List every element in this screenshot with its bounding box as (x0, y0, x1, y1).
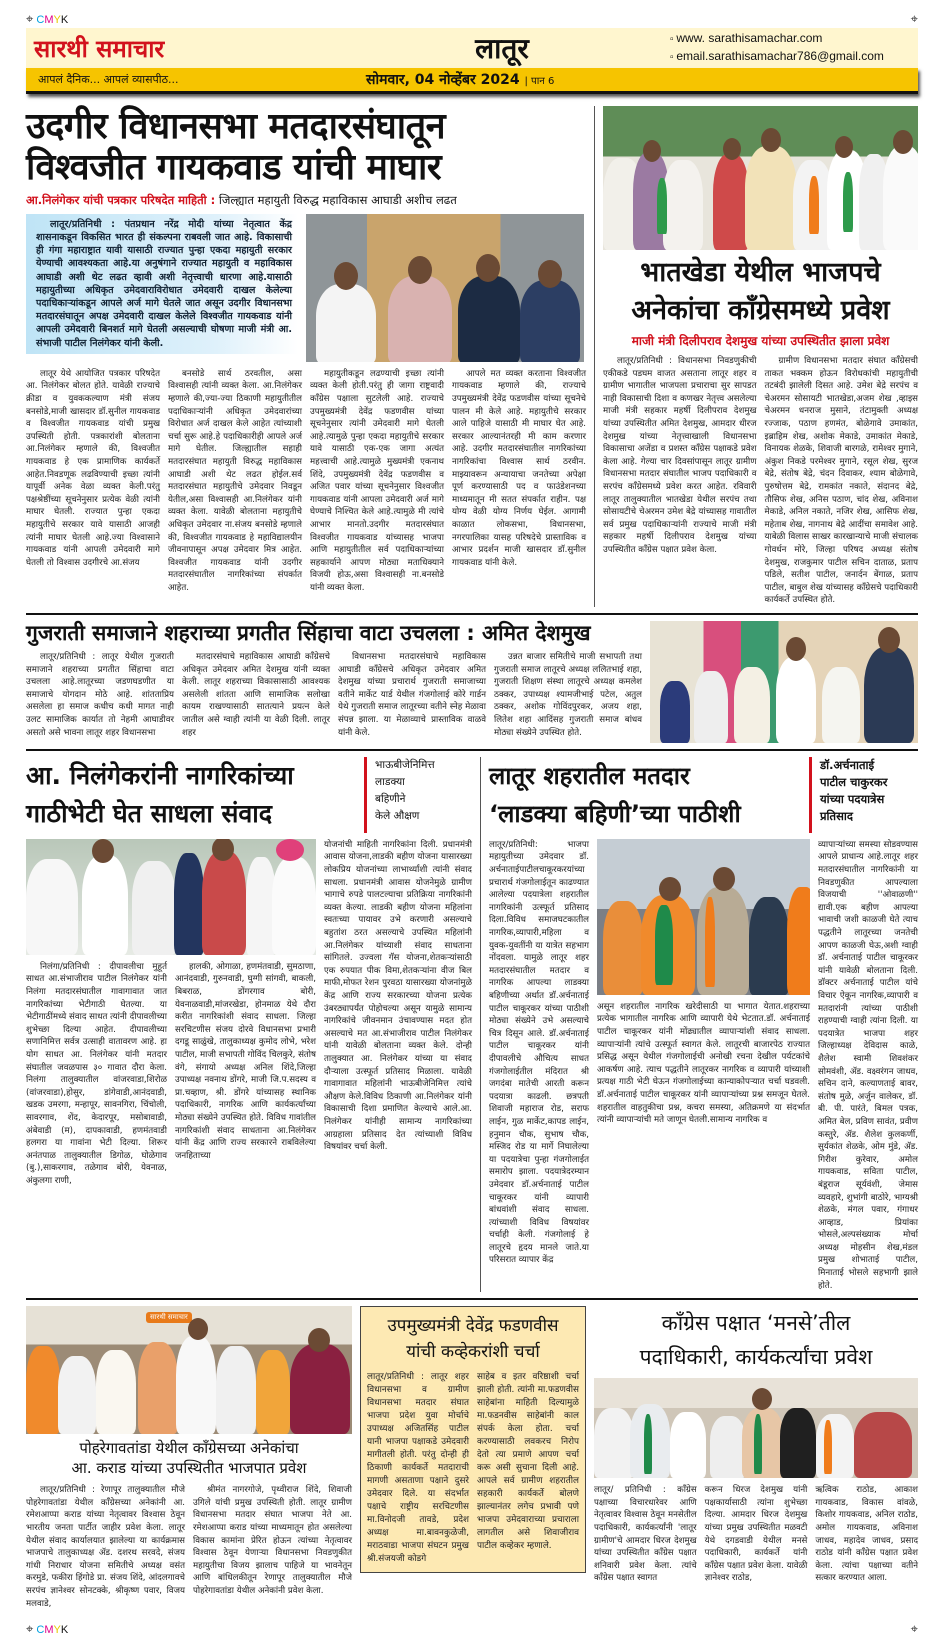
story6-headline: पोहरेगावतांडा येथील काँग्रेसच्या अनेकांचा आ. कराड यांच्या उपस्थितीत भाजपात प्रवेश (71, 1439, 307, 1478)
print-marks-top (26, 10, 918, 28)
story3-headline: गुजराती समाजाने शहराच्या प्रगतीत सिंहाचा वाटा उचलला : अमित देशमुख (26, 620, 591, 645)
story4-columns (26, 961, 316, 1188)
story1 (26, 106, 586, 594)
story2-column-1: लातूर/प्रतिनिधी : विधानसभा निवडणुकीची एकीकडे पडघम वाजत असताना लातूर शहर व ग्रामीण भागातील भाजपला प्रचाराचा सुर सापडत नाही विकासाची दिशा व कणखर नेतृत्त्व असलेल्या माजी मंत्री सहकार महर्षी दिलीपराव देशमुख यांच्या उपस्थितीत अमित देशमुख, आमदार धीरज देशमुख यांच्या नेतृत्त्वाखाली विधानसभा विकासाचा अजेंडा व प्रशस्त काँग्रेस पक्षाकडे प्रवेश केला आहे. गेल्या चार दिवसांपासून लातूर ग्रामीण विधानसभा मतदार संघातील भाजप पदाधिकारी व सरपंच काँग्रेसमध्ये प्रवेश करत आहेत. रविवारी लातूर तालुक्यातील भातखेडा येथील सरपंच तथा सोसायटीचे चेअरमन उमेश बेद्रे यांच्यासह गावातील सर्व प्रमुख पदाधिकाऱ्यांनी राज्याचे माजी मंत्री सहकार महर्षी दिलीपराव देशमुख यांच्या उपस्थितीत काँग्रेस पक्षात प्रवेश केला. (603, 356, 757, 555)
story4-photo-meeting (26, 839, 316, 955)
story8-headline: काँग्रेस पक्षात ‘मनसे’तील पदाधिकारी, कार्यकर्त्यांचा प्रवेश (639, 1311, 873, 1370)
email-link[interactable]: ▫ email.sarathisamachar786@gmail.com (670, 48, 910, 66)
story1-column-3: महायुतीकडून लढण्याची इच्छा त्यांनी व्यक्त केली होती.परंतु ही जागा राष्ट्रवादी काँग्रेस पक्षाला सुटलेली आहे. राज्याचे उपमुख्यमंत्री देवेंद्र फडणवीस यांच्या सूचनेनुसार त्यांनी उमेदवारी मागे घेतली आहे.त्यामुळे पुन्हा एकदा महायुतीचे सरकार यावे यासाठी एक-एक जागा अत्यंत महत्त्वाची आहे.त्यामुळे मुख्यमंत्री एकनाथ शिंदे, उपमुख्यमंत्री देवेंद्र फडणवीस व अजित पवार यांच्या सूचनेनुसार विश्वजीत गायकवाड यांनी आपला उमेदवारी अर्ज मागे घेण्याचे निश्चित केले आहे.त्यामुळे मी त्यांचे आभार मानतो.उदगीर मतदारसंघात विश्वजीत गायकवाड यांच्यासह भाजपा आणि महायुतीतील सर्व पदाधिकाऱ्यांच्या सहकार्याने आपण मोठ्या मताधिक्याने विजयी होऊ,असा विश्वासही ना.बनसोडे यांनी व्यक्त केला. (310, 368, 444, 593)
masthead-date-bar (26, 68, 918, 94)
story3-column-2: मतदारसंघाचे महाविकास आघाडी काँग्रेसचे अधिकृत उमेदवार अमित देशमुख यांनी व्यक्त केली. लातूर शहराच्या विकासासाठी आवश्यक असलेली शांतता आणि सामाजिक सलोखा कायम राखण्यासाठी सातत्याने प्रयत्न केले जातील असे ग्वाही त्यांनी या वेळी दिली. लातूर शहर (182, 652, 330, 738)
page-number: | पान 6 (524, 76, 555, 87)
story6-column-1: लातूर/प्रतिनिधी : रेणापूर तालुक्यातील मौजे पोहरेगावतांडा येथील काँग्रेसच्या अनेकांनी आ. रमेशआप्पा कराड यांच्या नेतृत्वावर विश्वास ठेवून भारतीय जनता पार्टीत जाहीर प्रवेश केला. लातूर येथील संवाद कार्यालयात झालेल्या या कार्यक्रमास भाजपाचे तालुकाध्यक्ष ॲड. दशरथ सरवदे, संजय गांधी निराधार योजना समितीचे अध्यक्ष वसंत करमुडे, फकीरा हिंगोडे प्रा. संजय शिंदे, आंदलगावचे सरपंच ज्ञानेश्वर सोनटक्के, श्रीकृष्ण पवार, विजय मलवाडे, (26, 1485, 185, 1609)
issue-date: सोमवार, 04 नोव्हेंबर 2024 (366, 72, 520, 88)
section-divider (26, 749, 918, 751)
story4-sidebar: भाऊबीजेनिमित्त लाडक्या बहिणीने केले औक्षण (375, 758, 435, 822)
story5-headline: लातूर शहरातील मतदार ‘लाडक्या बहिणी’च्या पाठीशी (489, 761, 741, 828)
story4-headline: आ. निलंगेकरांनी नागरिकांच्या गाठीभेटी घेत साधला संवाद (26, 760, 294, 828)
story6-column-2: श्रीमंत नागरगोजे, पृथ्वीराज शिंदे, शिवाजी उगिले यांची प्रमुख उपस्थिती होती. लातूर ग्रामीण विधानसभा मतदार संघात भाजपा नेते आ. रमेशआप्पा कराड यांच्या माध्यमातून होत असलेल्या विकास कामांना प्रेरित होऊन त्यांच्या नेतृत्वावर विश्वास ठेवून येणाऱ्या विधानसभा निवडणुकीत महायुतीचा विजय झालाच पाहिजे या भावनेतून आणि बांधिलकीतून रेणापूर तालुक्यातील मौजे पोहरेगावतांडा येथील अनेकांनी प्रवेश केला. (193, 1485, 352, 1596)
edition-city: लातूर (475, 32, 529, 65)
story4-column-2: हालकी, ओगाळा, हणमंतवाडी, सुमठाणा, आनंदवाडी, गुरुनवाडी, घुग्गी सांगवी, बाकली, बिबराळ, डोंगरगाव बोरी, येवनाळवाडी,मांजरखेडा, होनमाळ येथे दौरा करीत नागरिकांशी संवाद साधला. जिल्हा सरचिटणीस संजय दोरवे विधानसभा प्रभारी दगडू साळुंखे, तालुकाध्यक्ष कुमोद लोभे, भरेश पाटील, माजी सभापती गोविंद चिलकुरे, संतोष वंगे, संगायो अध्यक्ष अनिल शिंदे,जिल्हा उपाध्यक्ष नवनाथ डोंगरे, माजी जि.प.सदस्य व प्रा.चव्हाण, श्री. डोंगरे यांच्यासह स्थानिक पदाधिकारी, नागरिक आणि कार्यकर्त्यांच्या मोठ्या संख्येने उपस्थित होते. विविध गावांतील नागरिकांशी संवाद साधताना आ.निलंगेकर यांनी केंद्र आणि राज्य सरकारने राबविलेल्या जनहिताच्या (175, 961, 316, 1161)
story1-columns (26, 368, 586, 595)
story2 (603, 106, 918, 607)
column-divider (594, 106, 595, 607)
cmyk-mark-top: ⌖ CMYK (26, 11, 69, 26)
crosshair-icon: ⌖ (910, 1621, 918, 1637)
story2-subhead: माजी मंत्री दिलीपराव देशमुख यांच्या उपस्थितीत झाला प्रवेश (631, 334, 890, 348)
top-section (26, 106, 918, 607)
story8 (594, 1306, 918, 1585)
middle-section (26, 757, 918, 1292)
story3-column-1: लातूर/प्रतिनिधी : लातूर येथील गुजराती समाजाने शहराच्या प्रगतीत सिंहाचा वाटा उचलला आहे.लातूरच्या जडणघडणीत या समाजाचे योगदान मोठे आहे. शांतताप्रिय असलेला हा समाज कधीच कधी मागत नाही उलट सामाजिक कार्यात तो नेहमी आघाडीवर असतो असे भावना लातूर शहर विधानसभा (26, 652, 174, 738)
story8-column-2: करून धिरज देशमुख यांनी पक्षकार्यासाठी त्यांना शुभेच्छा दिल्या. आमदार धिरज देशमुख यांच्या प्रमुख उपस्थितीत मळवटी येथे दगडवाडी येथील मनसे पदाधिकारी, कार्यकर्ते यांनी काँग्रेस पक्षात प्रवेश केला. यावेळी ज्ञानेश्वर राठोड, (704, 1485, 808, 1584)
story1-headline: उदगीर विधानसभा मतदारसंघातून विश्वजीत गायकवाड यांची माघार (26, 106, 446, 189)
story5-header (489, 757, 918, 833)
cmyk-mark-bottom: ⌖ CMYK (26, 1621, 69, 1637)
story2-columns (603, 355, 918, 607)
print-marks-bottom (26, 1620, 918, 1638)
column-divider (480, 757, 481, 1292)
story1-column-4: आपले मत व्यक्त करताना विश्वजीत गायकवाड म्हणाले की, राज्याचे उपमुख्यमंत्री देवेंद्र फडणवीस यांच्या सूचनेचे पालन मी केले आहे. महायुतीचे सरकार आले पाहिजे यासाठी मी माघार घेत आहे. सरकार आल्यानंतरही मी काम करणार आहे. उदगीर मतदारसंघातील नागरिकांच्या नागरिकांचा विश्वास सार्थ ठरवीन. माझ्यावरून अन्यायाचा जनतेच्या अपेक्षा पूर्ण करण्यासाठी पद व फाउंडेशनच्या माध्यमातून मी सतत संपर्कात राहीन. पक्ष योग्य वेळी योग्य निर्णय घेईल. आगामी काळात लोकसभा, विधानसभा, नगरपालिका यासह परिषदेचे प्रास्ताविक व आभार प्रदर्शन माजी खासदार डॉ.सुनील गायकवाड यांनी केले. (452, 368, 586, 568)
story7-columns (367, 1371, 579, 1566)
story4-main (26, 839, 316, 1188)
story3-column-3: विधानसभा मतदारसंघाचे महाविकास आघाडी काँग्रेसचे अधिकृत उमेदवार अमित देशमुख यांच्या प्रचारार्थ गुजराती समाजाच्या वतीने मार्केट यार्ड येथील गंजगोलाई कोरे गार्डन येथे गुजराती समाज लातूरच्या वतीने स्नेह मेळावा संपन्न झाला. या मेळाव्याचे प्रास्ताविक वाळवे यांनी केले. (338, 652, 486, 738)
story8-photo-group (594, 1378, 918, 1478)
story2-photo-group (603, 106, 918, 250)
photo-badge: सारथी समाचार (146, 1312, 192, 1323)
story1-lead-row (26, 214, 586, 362)
story5-sidebar: डॉ.अर्चनाताई पाटील चाकुरकर यांच्या पदयात्रेस प्रतिसाद (820, 757, 888, 823)
bottom-section (26, 1306, 918, 1610)
story2-headline: भातखेडा येथील भाजपचे अनेकांचा काँग्रेसमध्ये प्रवेश (631, 257, 890, 326)
story7-column-left: लातूर/प्रतिनिधी : लातूर शहर विधानसभा व ग्रामीण विधानसभा मतदार संघात भाजपा प्रदेश युवा मोर्चाचे उपाध्यक्ष अजितसिंह पाटील यानी भाजपा पक्षाकडे उमेदवारी मागीतली होती. परंतु दोन्ही ही ठिकाणी कार्यकर्ते मतदाराची मागणी असताणा पक्षाने दुसरे उमेदवार दिले. या संदर्भात पक्षाचे राष्ट्रीय सरचिटणीस मा.विनोदजी तावडे, प्रदेश अध्यक्ष मा.बावनकुळेजी, मराठवाडा भाजपा संघटन प्रमुख श्री.संजयजी कोडगे (367, 1372, 469, 1565)
story8-columns (594, 1484, 918, 1585)
story5-column-right: व्यापाऱ्यांच्या समस्या सोडवण्यास आपले प्राधान्य आहे.लातूर शहर मतदारसंघातील नागरिकांनी या निवडणुकीत आपल्याला विजयाची ''ओवाळणी'' द्यावी.एक बहीण आपल्या भावाची जशी काळजी घेते त्याच पद्धतीने लातूरच्या जनतेची आपण काळजी घेऊ,अशी ग्वाही डॉ. अर्चनाताई पाटील चाकूरकर यांनी यावेळी बोलताना दिली. डॉक्टर अर्चनाताई पाटील यांचे विचार ऐकून नागरिक,व्यापारी व मतदारांनी त्यांच्या पाठीशी राहण्याची ग्वाही त्यांना दिली. या पदयात्रेत भाजपा शहर जिल्हाध्यक्ष देविदास काळे, शैलेश स्वामी शिवशंकर सोमवंशी, ॲड. वक्ष्वरंगन जाधव, सचिन दाने, कल्याणताई बावर, संतोष मुळे, अर्जुन वालेकर, डॉ. बी. पी. पारंते, बिमल पत्रक, अमित बेल, प्रविण सावंत, प्रवीण कस्तुरे, ॲड. शैलेश कुलकर्णी, सुर्यकांत शेळके, ओम मुंडे, ॲड. गिरीश कुरेवार, अमोल गायकवाड, सविता पाटील, बंडूराज सूर्यवंशी, जेमास व्यवहारे, शुभांगी बाठोरे, भाग्यश्री शेळके, मंगल पवार, गंगाधर आव्हाड, प्रियांका भोसले,अल्पसंख्याक मोर्चा अध्यक्ष मोहसीन शेख,मंडल प्रमुख शोभाताई पाटील, मिनाताई भोसले सहभागी झाले होते. (818, 839, 918, 1291)
section-divider (26, 613, 918, 615)
website-link[interactable]: ▫ www. sarathisamachar.com (670, 30, 910, 48)
story6-photo-group (26, 1306, 352, 1434)
story5-body (489, 839, 918, 1292)
story5-photo-padyatra (597, 839, 810, 995)
dateline (366, 70, 554, 89)
brand-logo: सारथी समाचार (34, 33, 165, 63)
story8-column-1: लातूर/ प्रतिनिधी : काँग्रेस पक्षाच्या विचारधारेवर आणि नेतृत्वावर विश्वास ठेवून मनसेतील पदाधिकारी, कार्यकर्त्यांनी 'लातूर ग्रामीण'चे आमदार धिरज देशमुख यांच्या उपस्थितीत काँग्रेस पक्षात शनिवारी प्रवेश केला. त्यांचे काँग्रेस पक्षात स्वागत (594, 1485, 697, 1584)
story7-headline: उपमुख्यमंत्री देवेंद्र फडणवीस यांची कव्हेकरांशी चर्चा (387, 1316, 559, 1363)
story3-photo-felicitation (650, 621, 918, 743)
masthead (26, 28, 918, 68)
story3-text (26, 621, 642, 739)
story3-columns (26, 651, 642, 739)
story8-column-3: ऋत्विक राठोड, आकाश गायकवाड, विकास वांवळे, किशोर गायकवाड, अनिल राठोड, अमोल गायकवाड, अविनाश जाधव, महादेव जाधव, प्रसाद राठोड यांनी काँग्रेस पक्षात प्रवेश केला. त्यांचा पक्षाच्या वतीने सत्कार करण्यात आला. (815, 1485, 919, 1584)
tagline: आपलं दैनिक... आपलं व्यासपीठ... (38, 73, 179, 86)
story1-photo-press-conference (306, 214, 584, 362)
crosshair-icon: ⌖ (910, 11, 918, 26)
story7-column-right: साहेब व इतर वरिष्ठाशी चर्चा झाली होती. त्यांनी मा.फडणवीस साहेबांना माहिती दिल्यामुळे मा.फडनवीस साहेबांनी काल संपर्क केला होता. चर्चा करण्यासाठी लवकरच निरोप देतो त्या प्रमाणे आपण चर्चा करू असी सुचाना दिली आहे. आपले सर्व ग्रामीण शहरातील सहकारी कार्यकर्ते बोलणे झाल्यानंतर लगेच प्रभावी पणे भाजपा उमेदवाराच्या प्रचाराला लागतील असे शिवाजीराव पाटील कव्हेकर म्हणाले. (477, 1372, 579, 1552)
story1-lead: लातूर/प्रतिनिधी : पंतप्रधान नरेंद्र मोदी यांच्या नेतृत्वात केंद्र शासनाकडून विकसित भारत ही संकल्पना राबवली जात आहे. विकासाची ही गंगा महाराष्ट्रात यावी यासाठी राज्यात पुन्हा एकदा महायुती सरकार येण्याची आवश्यकता आहे.या अनुषंगाने राज्यात महायुती व महाविकास आघाडी अशी थेट लढत व्हावी अशी नेतृत्त्वाची धारणा आहे.यासाठी महायुतीच्या अधिकृत उमेदवाराविरोधात उमेदवारी दाखल केलेल्या पदाधिकाऱ्यांकडून आपले अर्ज मागे घेतले जात असून उदगीर विधानसभा मतदारसंघातून अपक्ष उमेदवारी दाखल केलेले विश्वजीत गायकवाड यांनी आपली उमेदवारी बिनशर्त मागे घेतली असल्याची घोषणा माजी मंत्री आ. संभाजी पाटील निलंगेकर यांनी केली. (36, 218, 292, 349)
story5 (489, 757, 918, 1292)
story6-columns (26, 1484, 352, 1610)
story2-column-2: ग्रामीण विधानसभा मतदार संघात काँग्रेसची ताकत भक्कम होऊन विरोधकांची महायुतीची तटबंदी झालेली दिसत आहे. उमेश बेद्रे सरपंच व चेअरमन सोसायटी भातखेडा,अजम शेख ,व्हाइस चेअरमन धनराज मुसाने, तंटामुक्ती अध्यक्ष रज्जाक, पठाण हणमंत, बोळेगावे उमाकांत, इब्राहिम शेख, अशोक मेकाडे, उमाकांत मेकाडे, विनायक शेळके, शिवाजी बारगळे, रामेश्वर मुगाने, अंकुश निकडे परमेश्वर मुगाने, रसूल शेख, सुरज बेद्रे, संतोष बेद्रे, चंदन दिवाकर, श्याम बोळेगावे, पुरुषोत्तम बेद्रे, रामकांत नकाते, संदानद बेद्रे, तौसिफ शेख, अनिस पठाण, चांद शेख, अविनाश मेकाडे, अनिल नकाते, नजिर शेख, आसिफ शेख, महेताब शेख, नागनाथ बेद्रे आदींचा समावेश आहे. याबेळी विलास साखर कारखान्याचे माजी संचालक गोवर्धन मोरे, जिल्हा परिषद अध्यक्ष संतोष देशमुख, राजकुमार पाटील सचिन दाताळ, प्रताप पडिले, सतीश पाटील, जनार्दन बेंगाळ, प्रताप पाटील, बाबुल शेख यांच्यासह काँग्रेसचे पदाधिकारी कार्यकर्ते उपस्थित होते. (764, 356, 919, 606)
story4-header (26, 757, 472, 833)
story3-column-4: उन्नत बाजार समितीचे माजी सभापती तथा गुजराती समाज लातूरचे अध्यक्ष ललितभाई शहा, गुजराती शिक्षण संस्था लातूरचे अध्यक्ष कमलेश ठक्कर, उपाध्यक्ष श्यामजीभाई पटेल, अतुल ठक्कर, अशोक गोविंदपुरकर, अजय शहा, लितेश शहा आदिंसह गुजराती समाज बांधव मोठ्या संख्येने उपस्थित होते. (494, 652, 642, 738)
accent-bar (364, 757, 367, 833)
story1-column-1: लातूर येथे आयोजित पत्रकार परिषदेत आ. निलंगेकर बोलत होते. यावेळी राज्याचे क्रीडा व युवककल्याण मंत्री संजय बनसोडे,माजी खासदार डॉ.सुनील गायकवाड व विश्वजीत गायकवाड यांची प्रमुख उपस्थिती होती. पत्रकारांशी बोलताना आ.निलंगेकर म्हणाले की, विश्वजीत गायकवाड हे एक प्रामाणिक कार्यकर्ते आहेत.निवडणूक लढविण्याची इच्छा त्यांनी यापूर्वी अनेक वेळा व्यक्त केली.परंतु पक्षश्रेष्ठींच्या सूचनेनुसार प्रत्येक वेळी त्यांनी माघार घेतली. राज्यात पुन्हा एकदा महायुतीचे सरकार यावे यासाठी आजही त्यांनी माघार घेतली आहे.ज्या विश्वासाने गायकवाड यांनी आपली उमेदवारी मागे घेतली तो विश्वास उदगीरचे आ.संजय (26, 368, 160, 568)
story4-body (26, 839, 472, 1188)
story7-box (360, 1306, 586, 1573)
story1-column-2: बनसोडे सार्थ ठरवतील, असा विश्वासही त्यांनी व्यक्त केला. आ.निलंगेकर म्हणाले की,ज्या-ज्या ठिकाणी महायुतीतील पदाधिकाऱ्यांनी अधिकृत उमेदवारांच्या विरोधात अर्ज दाखल केले आहेत त्यांच्याशी चर्चा सुरू आहे.हे पदाधिकारीही आपले अर्ज मागे घेतील. जिल्ह्यातील सहाही मतदारसंघात महायुती विरुद्ध महाविकास आघाडी अशी थेट लढत होईल.सर्व मतदारसंघात महायुतीचे उमेदवार निवडून येतील,असा विश्वासही आ.निलंगेकर यांनी व्यक्त केला. यावेळी बोलताना महायुतीचे अधिकृत उमेदवार ना.संजय बनसोडे म्हणाले की, विश्वजीत गायकवाड हे महाविद्यालयीन जीवनापासून अपक्ष उमेदवार मित्र आहेत. विश्वजीत गायकवाड यांनी उदगीर मतदारसंघातील नागरिकांच्या संपर्कात आहेत. (168, 368, 302, 593)
story4-side-column: योजनांची माहिती नागरिकांना दिली. प्रधानमंत्री आवास योजना,लाडकी बहीण योजना यासारख्या लोकप्रिय योजनांच्या लाभार्थ्यांशी त्यांनी संवाद साधला. प्रधानमंत्री आवास योजनेमुळे ग्रामीण भागाचे रुपडे पालटल्याचा प्रतिक्रिया नागरिकांनी व्यक्त केल्या. लाडकी बहीण योजना महिलांना स्वतःच्या पायावर उभे करणारी असल्याचे बहुतांश ठरत असल्याचे उपस्थित महिलांनी आ.निलंगेकर यांच्याशी संवाद साधताना सांगितले. उज्वला गॅस योजना,शेतकऱ्यांसाठी एक रुपयात पीक विमा,शेतकऱ्यांना वीज बिल माफी,मोफत रेशन पुरवठा यासारख्या योजनांमुळे केंद्र आणि राज्य सरकारच्या योजना प्रत्येक उंबरठ्यापर्यंत पोहोचल्या असून यामुळे सामान्य नागरिकांचे जीवनमान उंचावण्यास मदत होत असल्याचे मत आ.संभाजीराव पाटील निलंगेकर यांनी यावेळी बोलताना व्यक्त केले. दोन्ही तालुक्यात आ. निलंगेकर यांच्या या संवाद दौऱ्याला उत्स्फूर्त प्रतिसाद मिळाला. यावेळी गावागावात महिलांनी भाऊबीजेनिमित्त त्यांचे औक्षण केले.विविध ठिकाणी आ.निलंगेकर यांनी विकासाची दिशा प्रमाणित केल्याचे आले.आ. निलंगेकर यांनीही सामान्य नागरिकांच्या आग्रहाला प्रतिसाद देत त्यांच्याशी विविध विषयांवर चर्चा केली. (324, 839, 472, 1153)
section-divider (26, 1298, 918, 1300)
story6 (26, 1306, 352, 1610)
story5-column-mid: असून शहरातील नागरिक खरेदीसाठी या भागात येतात.शहराच्या प्रत्येक भागातील नागरिक आणि व्यापारी येथे भेटतात.डॉ. अर्चनाताई पाटील चाकूरकर यांनी मोंढ्यातील व्यापाऱ्यांशी संवाद साधला. व्यापाऱ्यांनी त्यांचे उत्स्फूर्त स्वागत केले. लातूरची बाजारपेठ राज्यात प्रसिद्ध असून येथील गंजगोलाईची अनोखी रचना देखील पर्यटकांचे आकर्षण आहे. त्याच पद्धतीने लातूरकर नागरिक व व्यापारी यांच्याशी प्रत्यक्ष गाठी भेटी घेऊन गंजगोलाईच्या कान्याकोपऱ्यात चर्चा घडवली. डॉ.अर्चनाताई पाटील चाकूरकर यांनी व्यापाऱ्यांच्या प्रश्न समजून घेतले. शहरातील वाहतुकीचा प्रश्न, कचरा समस्या, अतिक्रमणे या संदर्भात त्यांनी व्यापाऱ्यांची मते जाणून घेतली.सामान्य नागरिक व (597, 1001, 810, 1126)
crosshair-icon: ⌖ (26, 1621, 34, 1637)
story5-center (597, 839, 810, 1127)
story1-lead-box (26, 214, 298, 354)
story5-column-left: लातूर/प्रतिनिधी: भाजपा महायुतीच्या उमेदवार डॉ. अर्चनाताईपाटीलचाकूरकरयांच्या प्रचारार्थ गंजगोलाईतून काढण्यात आलेल्या पदयात्रेला शहरातील नागरिकांनी उत्स्फूर्त प्रतिसाद दिला.विविध समाजघटकातील नागरिक,व्यापारी,महिला व युवक-युवतींनी या यात्रेत सहभाग नोंदवला. यामुळे लातूर शहर मतदारसंघातील मतदार व नागरिक आपल्या लाडक्या बहिणीच्या अर्थात डॉ.अर्चनाताई पाटील चाकूरकर यांच्या पाठीशी मोठ्या संख्येने उभे असल्याचे चित्र दिसून आले. डॉ.अर्चनाताई पाटील चाकूरकर यांनी दीपावलीचे औचित्य साधत गंजगोलाईतील मंदिरात श्री जगदंबा मातेची आरती करून पदयात्रा काढली. छत्रपती शिवाजी महाराज रोड, सराफ लाईन, गुळ मार्केट,कापड लाईन, हनुमान चौक, सुभाष चौक, मस्जिद रोड या मार्गे निघालेल्या या पदयात्रेचा पुन्हा गंजगोलाईत समारोप झाला. पदयात्रेदरम्यान उमेदवार डॉ.अर्चनाताई पाटील चाकूरकर यांनी व्यापारी बांधवांशी संवाद साधला. त्यांच्याशी विविध विषयांवर चर्चाही केली. गंजगोलाई हे लातूरचे हृदय मानले जाते.या परिसरात व्यापार केंद्र (489, 839, 589, 1266)
story3 (26, 621, 918, 743)
story1-kicker: आ.निलंगेकर यांची पत्रकार परिषदेत माहिती : जिल्ह्यात महायुती विरुद्ध महाविकास आघाडी अशीच लढत (26, 192, 457, 207)
contact-info (670, 30, 910, 66)
crosshair-icon: ⌖ (26, 11, 34, 26)
story4-column-1: निलंगा/प्रतिनिधी : दीपावलीचा मुहूर्त साधत आ.संभाजीराव पाटील निलंगेकर यांनी निलंगा मतदारसंघातील गावागावात जात नागरिकांच्या भेटीगाठी घेतल्या. या भेटीगाठींमध्ये संवाद साधत त्यांनी दीपावलीच्या शुभेच्छा दिल्या आहेत. दीपावलीच्या सणानिमित्त सर्वत्र उत्साही वातावरण आहे. हा योग साधत आ. निलंगेकर यांनी मतदार संघातील जवळपास ३० गावात दौरा केला. निलंगा तालुक्यातील वांजरवाडा,शिरोळ (वांजरवाडा),होसुर, डांगेवाडी,आनंदवाडी, खडक उमरगा, मन्हापूर, सावनगिरा, चिंचोली, सावरगाव, शेंद, केदारपूर, मसोबावाडी, अंबेवाडी (म), दापकावाडी, हणमंतवाडी हलगरा या गावांना भेटी दिल्या. शिरूर अनंतपाळ तालुक्यातील डिगोळ, घोळेगाव (बु.),साकरगाव, तळेगाव बोरी, येवनाळ, अंकुलगा राणी, (26, 961, 167, 1186)
accent-bar (809, 757, 812, 833)
story4 (26, 757, 472, 1188)
